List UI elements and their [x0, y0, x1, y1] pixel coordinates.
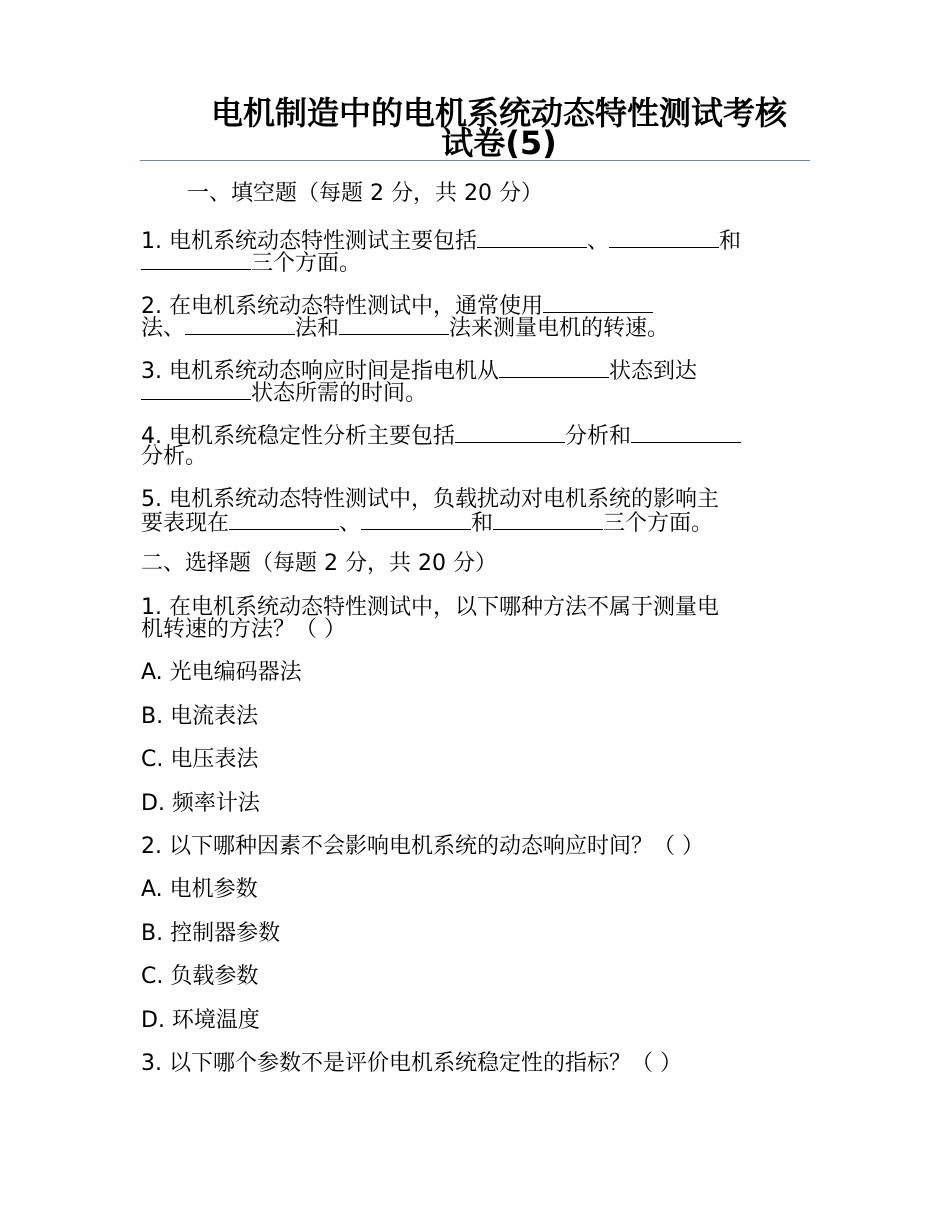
section-2-heading: 二、选择题（每题 2 分，共 20 分） — [141, 551, 497, 576]
choice-question-3: 3. 以下哪个参数不是评价电机系统稳定性的指标？（ ） — [141, 1051, 682, 1076]
q2-text-a: 2. 在电机系统动态特性测试中，通常使用 — [141, 294, 543, 319]
q1-blank-1[interactable] — [477, 229, 587, 248]
q4-blank-1[interactable] — [455, 424, 565, 443]
mcq1-option-c[interactable]: C. 电压表法 — [141, 747, 259, 772]
q1-sep: 、 — [587, 229, 610, 254]
mcq1-line-1: 1. 在电机系统动态特性测试中，以下哪种方法不属于测量电 — [141, 595, 719, 620]
q3-blank-1[interactable] — [499, 359, 609, 378]
section-1-heading: 一、填空题（每题 2 分，共 20 分） — [187, 181, 543, 206]
mcq2-option-a[interactable]: A. 电机参数 — [141, 877, 258, 902]
q2-blank-3[interactable] — [339, 316, 449, 335]
title-line-1: 电机制造中的电机系统动态特性测试考核 — [210, 94, 787, 132]
q5-text-a: 5. 电机系统动态特性测试中，负载扰动对电机系统的影响主 — [141, 487, 719, 512]
mcq1-option-a[interactable]: A. 光电编码器法 — [141, 660, 302, 685]
fill-question-2 — [141, 294, 801, 341]
q5-blank-1[interactable] — [229, 511, 339, 530]
q5-text-b: 要表现在 — [141, 511, 230, 536]
mcq2-option-b[interactable]: B. 控制器参数 — [141, 921, 281, 946]
choice-question-1 — [141, 597, 801, 641]
q4-text-b: 分析和 — [564, 424, 631, 449]
q4-text-c: 分析。 — [141, 444, 208, 469]
mcq2-option-c[interactable]: C. 负载参数 — [141, 964, 259, 989]
fill-question-1 — [141, 229, 801, 276]
q5-text-d: 三个方面。 — [603, 511, 714, 536]
q1-blank-2[interactable] — [609, 229, 719, 248]
q3-blank-2[interactable] — [141, 381, 251, 400]
q2-blank-2[interactable] — [185, 316, 295, 335]
mcq2-option-d[interactable]: D. 环境温度 — [141, 1008, 260, 1033]
q2-text-d: 法来测量电机的转速。 — [449, 316, 670, 341]
q2-text-b: 法、 — [141, 316, 186, 341]
q4-blank-2[interactable] — [631, 424, 741, 443]
title-underline — [140, 160, 810, 161]
q2-text-c: 法和 — [295, 316, 340, 341]
mcq1-option-b[interactable]: B. 电流表法 — [141, 704, 259, 729]
fill-question-5 — [141, 487, 801, 536]
q1-text-c: 三个方面。 — [251, 251, 362, 276]
mcq1-line-2: 机转速的方法？（ ） — [141, 617, 346, 642]
q5-blank-2[interactable] — [361, 511, 471, 530]
q4-text-a: 4. 电机系统稳定性分析主要包括 — [141, 424, 455, 449]
fill-question-4 — [141, 424, 801, 468]
fill-question-3 — [141, 359, 801, 406]
q5-text-c: 和 — [471, 511, 494, 536]
title-line-2: 试卷(5) — [441, 124, 557, 162]
q1-blank-3[interactable] — [141, 251, 251, 270]
q1-text-a: 1. 电机系统动态特性测试主要包括 — [141, 229, 477, 254]
q3-text-a: 3. 电机系统动态响应时间是指电机从 — [141, 359, 499, 384]
q3-text-c: 状态所需的时间。 — [251, 381, 428, 406]
q5-sep: 、 — [339, 511, 362, 536]
mcq1-option-d[interactable]: D. 频率计法 — [141, 791, 260, 816]
q2-blank-1[interactable] — [543, 294, 653, 313]
q3-text-b: 状态到达 — [609, 359, 698, 384]
q1-text-b: 和 — [719, 229, 742, 254]
q5-blank-3[interactable] — [493, 511, 603, 530]
document-title — [140, 94, 810, 162]
choice-question-2: 2. 以下哪种因素不会影响电机系统的动态响应时间？（ ） — [141, 834, 704, 859]
